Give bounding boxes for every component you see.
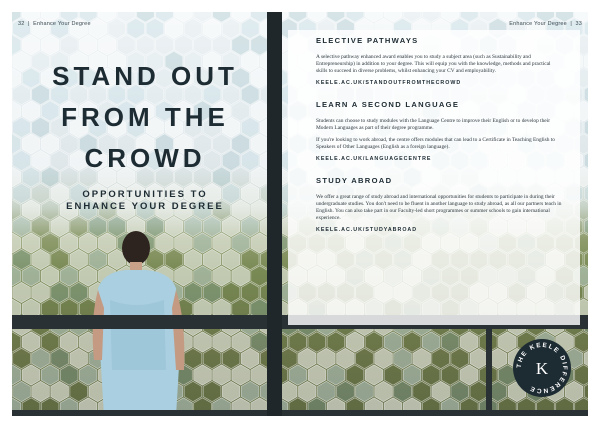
hexagon-cell [337,348,355,368]
section-title: LEARN A SECOND LANGUAGE [316,100,460,109]
hexagon-cell [184,18,202,38]
hexagon-cell [22,35,40,55]
hexagon-cell [32,216,50,236]
hexagon-cell [241,381,259,401]
hexagon-cell [13,183,31,203]
hexagon-cell [251,266,269,286]
hexagon-cell [470,348,488,368]
hexagon-cell [451,381,469,401]
hexagon-cell [232,266,250,286]
left-page-number: 32 | Enhance Your Degree [18,21,91,27]
hexagon-cell [413,348,431,368]
hexagon-cell [241,18,259,38]
hexagon-cell [13,282,31,302]
right-column [316,36,562,247]
hexagon-cell [22,332,40,352]
hexagon-cell [60,365,78,385]
section-link[interactable]: KEELE.AC.UK/LANGUAGECENTRE [316,156,432,162]
hexagon-cell [32,381,50,401]
hexagon-cell [203,216,221,236]
hexagon-cell [365,332,383,352]
hexagon-cell [22,200,40,220]
hexagon-cell [22,266,40,286]
hexagon-cell [89,18,107,38]
hexagon-cell [232,332,250,352]
hexagon-cell [575,365,588,385]
hexagon-cell [32,282,50,302]
hexagon-cell [213,332,231,352]
hexagon-cell [575,332,588,352]
hexagon-cell [32,348,50,368]
hexagon-cell [22,365,40,385]
hexagon-cell [203,282,221,302]
hexagon-cell [222,216,240,236]
hexagon-cell [60,233,78,253]
right-page-number: Enhance Your Degree | 33 [509,21,582,27]
hexagon-cell [318,381,336,401]
hexagon-cell [460,332,478,352]
hexagon-cell [137,35,155,55]
hexagon-cell [413,381,431,401]
hexagon-cell [251,35,269,55]
hexagon-cell [13,381,31,401]
hexagon-cell [51,348,69,368]
hexagon-cell [441,332,459,352]
hexagon-cell [41,332,59,352]
hexagon-cell [299,348,317,368]
hexagon-cell [13,150,31,170]
hexagon-cell [13,216,31,236]
keele-difference-badge-icon [512,338,572,398]
hexagon-cell [346,332,364,352]
section-title: ELECTIVE PATHWAYS [316,36,419,45]
hexagon-cell [241,282,259,302]
hexagon-cell [222,282,240,302]
page-gutter [267,12,282,416]
hexagon-cell [279,348,297,368]
section-elective-pathways [316,36,562,86]
hexagon-cell [384,332,402,352]
section-second-language [316,100,562,162]
section-paragraph: Students can choose to study modules with the Language Centre to improve their English or to develop their Modern Languages as part of their degree programme. [316,118,550,131]
hexagon-cell [327,365,345,385]
hexagon-cell [222,18,240,38]
hexagon-cell [51,249,69,269]
hexagon-cell [337,381,355,401]
hexagon-cell [165,18,183,38]
hexagon-cell [375,381,393,401]
hexagon-cell [289,332,307,352]
hexagon-cell [441,365,459,385]
hexagon-cell [222,249,240,269]
hexagon-cell [98,35,116,55]
hexagon-cell [232,35,250,55]
hexagon-cell [403,365,421,385]
hexagon-cell [251,233,269,253]
hexagon-cell [118,35,136,55]
hexagon-cell [51,282,69,302]
hexagon-cell [41,233,59,253]
hexagon-cell [222,381,240,401]
section-study-abroad [316,176,562,233]
hexagon-cell [432,381,450,401]
window-sill [12,410,588,416]
hexagon-cell [13,249,31,269]
hexagon-cell [403,332,421,352]
hexagon-cell [327,332,345,352]
hexagon-cell [318,348,336,368]
hexagon-cell [241,348,259,368]
hexagon-cell [108,18,126,38]
section-link[interactable]: KEELE.AC.UK/STANDOUTFROMTHECROWD [316,80,462,86]
hexagon-cell [79,35,97,55]
hexagon-cell [203,18,221,38]
hexagon-cell [356,348,374,368]
window-frame-vertical [486,328,492,416]
hexagon-cell [308,365,326,385]
hexagon-cell [241,216,259,236]
hexagon-cell [241,249,259,269]
hexagon-cell [13,51,31,71]
hexagon-cell [346,365,364,385]
hexagon-cell [375,348,393,368]
hexagon-cell [41,35,59,55]
hexagon-cell [13,348,31,368]
hexagon-cell [213,365,231,385]
hexagon-cell [213,35,231,55]
hexagon-cell [232,365,250,385]
hexagon-cell [232,233,250,253]
section-title: STUDY ABROAD [316,176,393,185]
hexagon-cell [460,365,478,385]
hexagon-cell [251,200,269,220]
hexagon-cell [451,348,469,368]
hexagon-cell [41,266,59,286]
hexagon-cell [279,381,297,401]
hexagon-cell [51,216,69,236]
hexagon-cell [251,365,269,385]
section-link[interactable]: KEELE.AC.UK/STUDYABROAD [316,227,418,233]
hexagon-cell [22,233,40,253]
hexagon-cell [251,332,269,352]
hexagon-cell [203,381,221,401]
hexagon-cell [222,348,240,368]
hexagon-cell [432,348,450,368]
hexagon-cell [146,18,164,38]
hexagon-cell [32,249,50,269]
hexagon-cell [156,35,174,55]
hexagon-cell [60,266,78,286]
hexagon-cell [13,84,31,104]
section-paragraph: A selective pathway enhanced award enables you to study a subject area (such as Sustainability and Entrepreneurship) in addition to your degree. This will equip you with the knowledge, methods and practical skills to succeed in diverse problems, whilst enhancing your CV and employability. [316,54,551,74]
hexagon-cell [41,365,59,385]
subheadline: OPPORTUNITIES TO ENHANCE YOUR DEGREE [66,189,224,212]
hexagon-cell [365,365,383,385]
hexagon-cell [356,381,374,401]
hexagon-cell [13,117,31,137]
hexagon-cell [213,233,231,253]
hexagon-cell [299,381,317,401]
hexagon-cell [394,348,412,368]
hexagon-cell [213,266,231,286]
hexagon-cell [51,381,69,401]
badge-ring-text: THE KEELE DIFFERENCE [515,341,569,395]
hexagon-cell [289,365,307,385]
hexagon-cell [203,348,221,368]
hexagon-cell [175,35,193,55]
hexagon-cell [422,332,440,352]
hexagon-cell [60,332,78,352]
section-paragraph: If you're looking to work abroad, the centre offers modules that can lead to a Certificate in Teaching English to Speakers of Other Languages (English as a foreign language). [316,137,556,150]
hexagon-cell [470,381,488,401]
hexagon-cell [384,365,402,385]
hexagon-cell [422,365,440,385]
hexagon-cell [308,332,326,352]
section-paragraph: We offer a great range of study abroad and international opportunities for students to participate in during their undergraduate studies. You don't need to be fluent in another language to study abroad, as all our partners teach in English. You can also take part in our Faculty-led short programmes or summer schools to gain international experience. [316,194,562,221]
hexagon-cell [194,35,212,55]
hexagon-cell [60,35,78,55]
badge-letter: K [535,359,549,378]
hexagon-cell [203,249,221,269]
hexagon-cell [127,18,145,38]
hexagon-cell [394,381,412,401]
headline: STAND OUT FROM THE CROWD [52,61,238,173]
